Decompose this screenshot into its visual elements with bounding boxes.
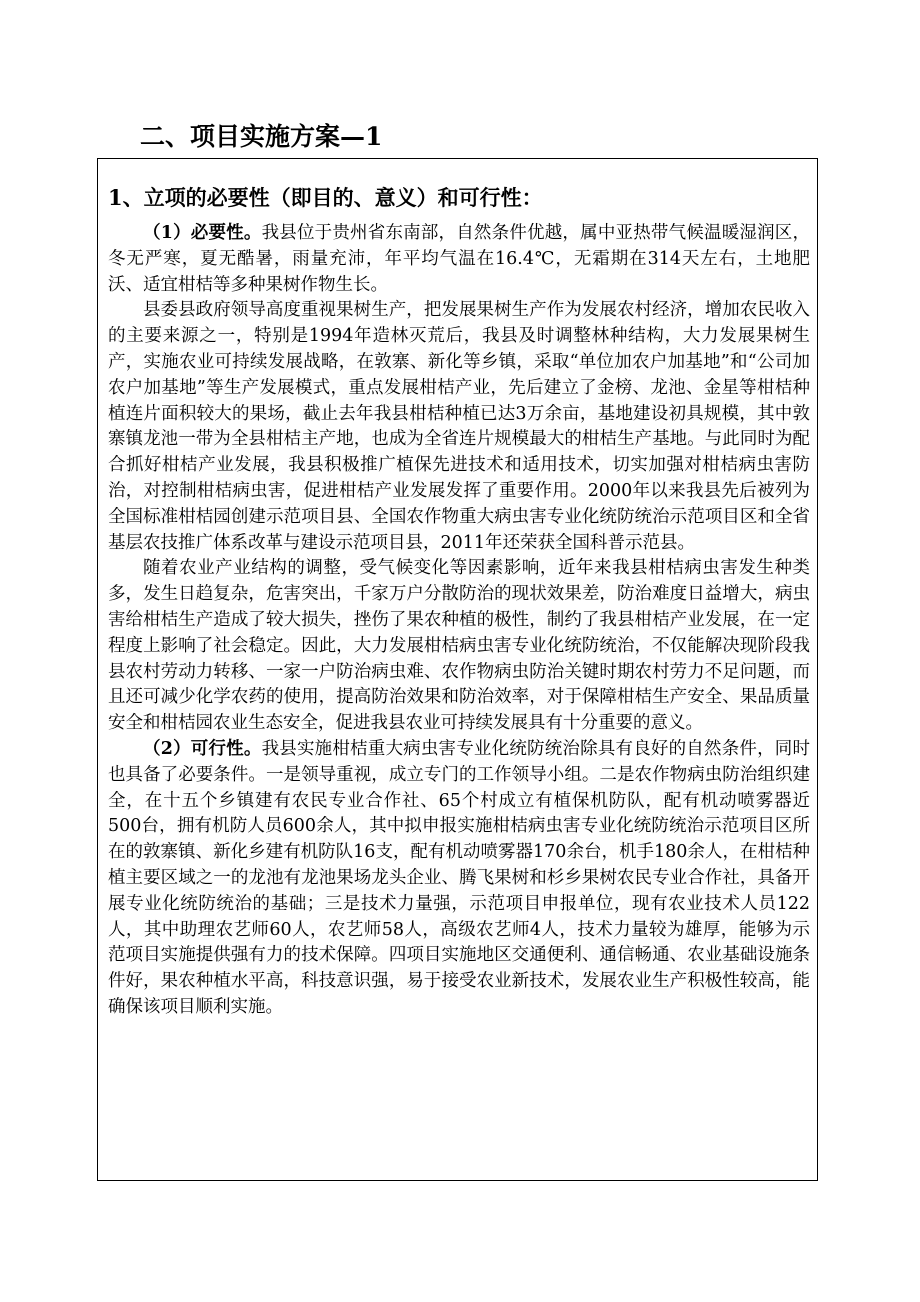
paragraph-lead: （2）可行性。 bbox=[143, 738, 262, 759]
body-text bbox=[108, 221, 810, 1021]
paragraph-government-support bbox=[108, 298, 810, 556]
paragraph-text: 县委县政府领导高度重视果树生产，把发展果树生产作为发展农村经济，增加农民收入的主要来源之一，特别是1994年造林灭荒后，我县及时调整林种结构，大力发展果树生产，实施农业可持续发展战略，在敦寨、新化等乡镇，采取“单位加农户加基地”和“公司加农户加基地”等生产发展模式，重点发展柑桔产业，先后建立了金榜、龙池、金星等柑桔种植连片面积较大的果场，截止去年我县柑桔种植已达3万余亩，基地建设初具规模，其中敦寨镇龙池一带为全县柑桔主产地，也成为全省连片规模最大的柑桔生产基地。与此同时为配合抓好柑桔产业发展，我县积极推广植保先进技术和适用技术，切实加强对柑桔病虫害防治，对控制柑桔病虫害，促进柑桔产业发展发挥了重要作用。2000年以来我县先后被列为全国标准柑桔园创建示范项目县、全国农作物重大病虫害专业化统防统治示范项目区和全省基层农技推广体系改革与建设示范项目县，2011年还荣获全国科普示范县。 bbox=[108, 300, 810, 553]
paragraph-text: 随着农业产业结构的调整，受气候变化等因素影响，近年来我县柑桔病虫害发生种类多，发生日趋复杂，危害突出，千家万户分散防治的现状效果差，防治难度日益增大，病虫害给柑桔生产造成了较大损失，挫伤了果农种植的极性，制约了我县柑桔产业发展，在一定程度上影响了社会稳定。因此，大力发展柑桔病虫害专业化统防统治，不仅能解决现阶段我县农村劳动力转移、一家一户防治病虫难、农作物病虫防治关键时期农村劳力不足问题，而且还可减少化学农药的使用，提高防治效果和防治效率，对于保障柑桔生产安全、果品质量安全和柑桔园农业生态安全，促进我县农业可持续发展具有十分重要的意义。 bbox=[108, 558, 810, 734]
section-title: 二、项目实施方案—1 bbox=[140, 122, 383, 151]
paragraph-feasibility bbox=[108, 737, 810, 1021]
subsection-heading: 1、立项的必要性（即目的、意义）和可行性： bbox=[108, 185, 543, 210]
paragraph-text: 我县位于贵州省东南部，自然条件优越，属中亚热带气候温暖湿润区，冬无严寒，夏无酷暑，雨量充沛，年平均气温在16.4℃，无霜期在314天左右，土地肥沃、适宜柑桔等多种果树作物生长。 bbox=[108, 223, 810, 295]
paragraph-text: 我县实施柑桔重大病虫害专业化统防统治除具有良好的自然条件，同时也具备了必要条件。一是领导重视，成立专门的工作领导小组。二是农作物病虫防治组织建全，在十五个乡镇建有农民专业合作社、65个村成立有植保机防队，配有机动喷雾器近500台，拥有机防人员600余人，其中拟申报实施柑桔病虫害专业化统防统治示范项目区所在的敦寨镇、新化乡建有机防队16支，配有机动喷雾器170余台，机手180余人，在柑桔种植主要区域之一的龙池有龙池果场龙头企业、腾飞果树和杉乡果树农民专业合作社，具备开展专业化统防统治的基础；三是技术力量强，示范项目申报单位，现有农业技术人员122人，其中助理农艺师60人，农艺师58人，高级农艺师4人，技术力量较为雄厚，能够为示范项目实施提供强有力的技术保障。四项目实施地区交通便利、通信畅通、农业基础设施条件好，果农种植水平高，科技意识强，易于接受农业新技术，发展农业生产积极性较高，能确保该项目顺利实施。 bbox=[108, 738, 810, 1017]
paragraph-pest-situation bbox=[108, 556, 810, 737]
content-box bbox=[97, 158, 818, 1181]
paragraph-lead: （1）必要性。 bbox=[143, 223, 262, 243]
paragraph-necessity bbox=[108, 221, 810, 298]
